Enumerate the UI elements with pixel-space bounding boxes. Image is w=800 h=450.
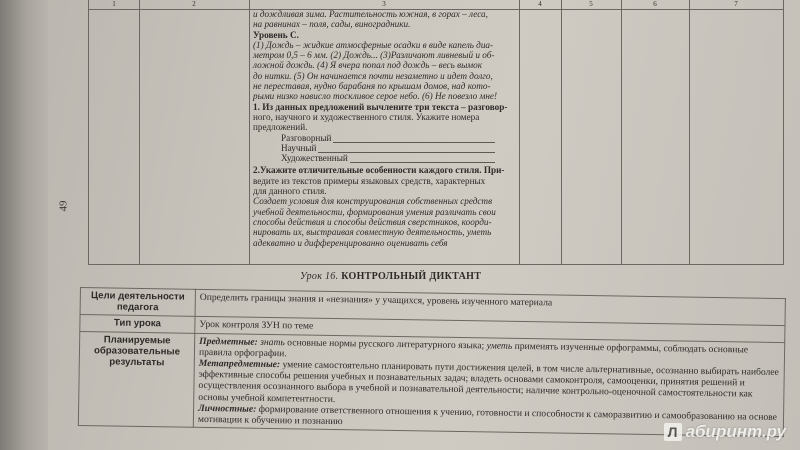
subject-results-text: основные нормы русского литературного языка; (287, 336, 485, 351)
answer-blank (333, 134, 495, 143)
row-label: Тип урока (80, 315, 195, 333)
text-line: (1) Дождь – жидкие атмосферные осадки в виде капель диа- (253, 39, 494, 50)
lesson-name: КОНТРОЛЬНЫЙ ДИКТАНТ (341, 271, 482, 282)
question-line: ведите из текстов примеры языковых средств, характерных (253, 175, 486, 186)
row-label: Планируемые образовательные результаты (78, 331, 194, 427)
table-row (78, 331, 784, 437)
question-line: для данного стиля. (253, 186, 327, 197)
answer-label: Художественный (281, 153, 348, 164)
text-line: Создает условия для конструирования собственных средств (253, 196, 493, 207)
meta-results-label: Метапредметные: (198, 357, 281, 371)
question-line (253, 102, 515, 112)
watermark-text: абиринт.ру (685, 422, 786, 441)
page-gutter (0, 0, 48, 450)
column-divider (139, 0, 140, 264)
answer-row-artistic (253, 153, 515, 163)
column-number: 6 (621, 0, 689, 10)
text-line: адекватно и дифференцированно оценивать себя (253, 237, 448, 248)
subject-results-text: применять изученные орфограммы, соблюдать основные правила орфографии. (198, 340, 749, 360)
answer-blank (350, 154, 495, 163)
column-number: 5 (561, 0, 621, 10)
column-divider (621, 0, 622, 264)
subject-results-label: Предметные: (199, 335, 258, 348)
column-number: 1 (89, 0, 139, 10)
question-line (253, 165, 515, 175)
page-number: 49 (57, 200, 70, 212)
answer-label: Научный (281, 142, 317, 153)
text-line: и дождливая зима. Растительность южная, в горах – леса, (253, 9, 488, 19)
text-line: ложной дождь. (4) Я вчера попал под дождь – весь вымок (253, 60, 483, 71)
meta-results-text: умение самостоятельно планировать пути достижения целей, в том числе альтернативные, осознанно выбирать наиболее эффективные способы решения учебных и познавательных задач; владеть основами самоконтроля, самооценки, принятия решений и осуществления осознанного выбора в учебной и познавательной деятельности; наличие контрольно-оценочной самостоятельности как основы учебной компетентности. (198, 359, 779, 405)
answer-label: Разговорный (281, 132, 332, 143)
column-divider (519, 0, 520, 264)
column-number: 7 (689, 0, 783, 10)
text-line: рыми низко нависло тоскливое серое небо. (6) Не повезло мне! (253, 91, 498, 102)
question-text: 2.Укажите отличительные особенности каждого стиля. При- (253, 165, 505, 176)
question-line: предложений. (253, 122, 308, 133)
watermark (664, 422, 786, 442)
lesson-number: Урок 16. (300, 271, 339, 282)
question-line: ного, научного и художественного стиля. Укажите номера (253, 111, 480, 122)
row-value: Определить границы знания и «незнания» у учащихся, уровень изученного материала (195, 289, 785, 326)
column-divider (689, 0, 690, 264)
text-line: на равнинах – поля, сады, виноградники. (253, 19, 411, 30)
italic-term: уметь (486, 340, 513, 352)
column-number: 3 (249, 0, 519, 10)
personal-results-label: Личностные: (198, 402, 257, 415)
lesson-plan-table-continued (88, 0, 784, 265)
labirint-logo-icon: Л (664, 423, 682, 441)
text-line: способы действия и способы действия сверстников, коорди- (253, 216, 492, 227)
personal-results-text: формирование ответственного отношения к учению, готовности и способности к саморазвитию и самообразованию на основе мотивации к обучению и познанию (197, 403, 778, 428)
italic-term: знать (260, 336, 285, 348)
level-heading: Уровень С. (253, 29, 299, 40)
text-line: до нитки. (5) Он начинается почти незаметно и идет долго, (253, 70, 493, 81)
answer-row-colloquial (253, 133, 515, 143)
lesson-title (300, 271, 481, 282)
text-line: учебной деятельности, формирования умения различать свои (253, 206, 496, 217)
text-line: нировать их, выстраивая совместную деятельность, уметь (253, 227, 492, 238)
row-value: Урок контроля ЗУН по теме (195, 317, 785, 342)
text-line: не переставая, нудно барабаня по крышам домов, над кото- (253, 81, 491, 92)
column-number: 4 (519, 0, 561, 10)
column-divider (561, 0, 562, 264)
lesson-info-table (78, 287, 786, 437)
row-label: Цели деятельности педагога (80, 288, 195, 317)
question-text: 1. Из данных предложений вычлените три текста – разговор- (253, 101, 508, 112)
text-line: метром 0,5 – 6 мм. (2) Дождь... (3)Различают ливневый и об- (253, 50, 495, 61)
task-cell (249, 9, 519, 248)
answer-blank (318, 144, 495, 153)
answer-row-scientific (253, 143, 515, 153)
column-number: 2 (139, 0, 249, 10)
